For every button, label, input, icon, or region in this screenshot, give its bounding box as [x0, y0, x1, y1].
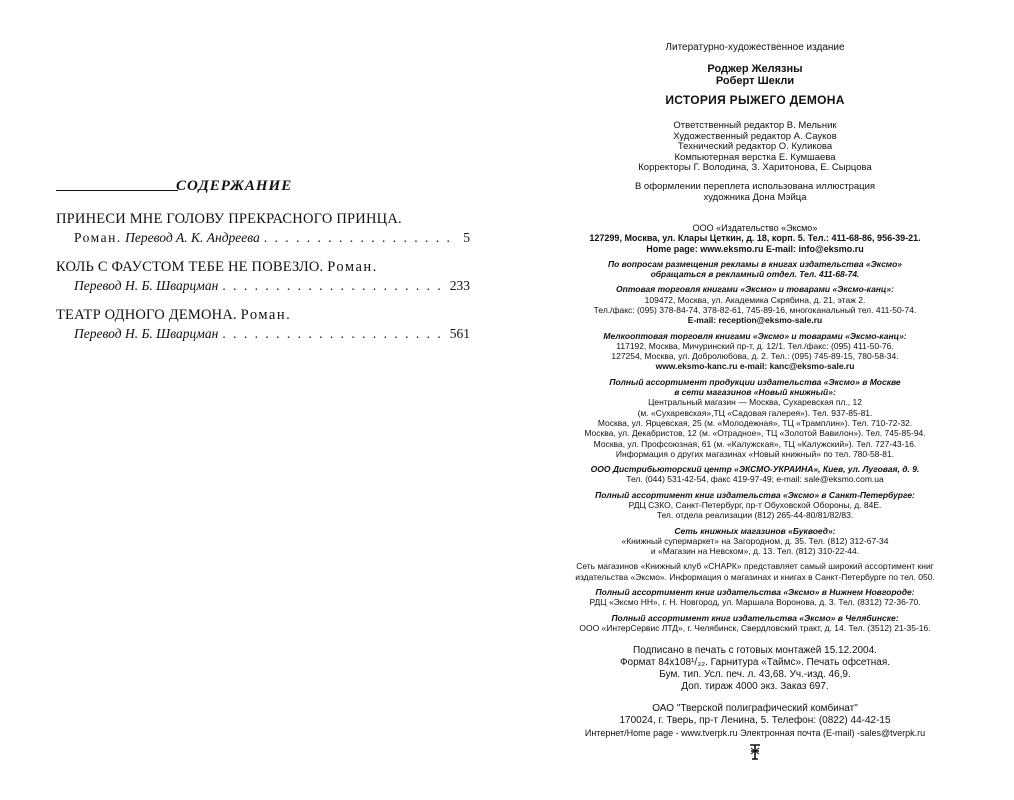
- credit-line: Корректоры Г. Володина, З. Харитонова, Е. Сырцова: [638, 162, 872, 174]
- printer-logo-glyph: [748, 743, 762, 761]
- contents-header: [56, 178, 470, 198]
- wholesale-email: E-mail: reception@eksmo-sale.ru: [687, 315, 823, 326]
- section-heading: ООО Дистрибьюторский центр «ЭКСМО-УКРАИНА», Киев, ул. Луговая, д. 9.: [590, 464, 920, 475]
- publisher-web: Home page: www.eksmo.ru E-mail: info@eksmo.ru: [646, 243, 864, 254]
- author-name: Роджер Желязны: [707, 63, 803, 75]
- publisher-block: [545, 223, 965, 254]
- contents-heading: СОДЕРЖАНИЕ: [176, 178, 293, 194]
- imprint-page: [545, 42, 965, 764]
- section-heading: Сеть книжных магазинов «Буквоед»:: [674, 525, 836, 536]
- leader-dots: [264, 230, 452, 246]
- section-heading: Полный ассортимент книг издательства «Эксмо» в Санкт-Петербурге:: [595, 489, 915, 500]
- small-wholesale-block: Мелкооптовая торговля книгами «Эксмо» и товарами «Эксмо-канц»: 117192, Москва, Мичуринский пр-т, д. 12/1. Тел./факс: (095) 411-50-76. 127254, Москва, ул. Добролюбова, д. 2. Тел.: (095) 745-89-15, 780-58-34. www.eksmo-kanc.ru e-mail: kanc@eksmo-sale.ru: [545, 331, 965, 372]
- chelyabinsk-block: Полный ассортимент книг издательства «Эксмо» в Челябинске: ООО «ИнтерСервис ЛТД», г. Челябинск, Свердловский тракт, д. 14. Тел. (3512) 21-35-16.: [545, 613, 965, 634]
- leader-dots: [222, 326, 445, 342]
- toc-entry: [56, 211, 470, 246]
- credit-line: Компьютерная верстка Е. Кумшаева: [674, 151, 836, 163]
- credit-line: Технический редактор О. Куликова: [677, 141, 833, 153]
- nizhny-novgorod-block: Полный ассортимент книг издательства «Эксмо» в Нижнем Новгороде: РДЦ «Эксмо НН», г. Н. Новгород, ул. Маршала Воронова, д. 3. Тел. (8312) 72-36-70.: [545, 587, 965, 608]
- section-heading: Полный ассортимент продукции издательства «Эксмо» в Москве: [609, 376, 901, 387]
- small-wholesale-web: www.eksmo-kanc.ru e-mail: kanc@eksmo-sale.ru: [655, 361, 855, 372]
- wholesale-block: Оптовая торговля книгами «Эксмо» и товарами «Эксмо-канц»: 109472, Москва, ул. Академика Скрябина, д. 21, этаж 2. Тел./факс: (095) 378-84-74, 378-82-61, 745-89-16, многоканальный тел. 411-50-74. E-mail: reception@eksmo-sale.ru: [545, 284, 965, 325]
- print-info: Подписано в печать с готовых монтажей 15.12.2004. Формат 84x108¹/₃₂. Гарнитура «Таймс». Печать офсетная. Бум. тип. Усл. печ. л. 43,68. Уч.-изд. 46,9. Доп. тираж 4000 экз. Заказ 697.: [619, 645, 891, 693]
- section-heading: Полный ассортимент книг издательства «Эксмо» в Нижнем Новгороде:: [595, 587, 915, 598]
- section-heading: Оптовая торговля книгами «Эксмо» и товарами «Эксмо-канц»:: [616, 284, 894, 295]
- publisher-address: 127299, Москва, ул. Клары Цеткин, д. 18, корп. 5. Тел.: 411-68-86, 956-39-21.: [589, 233, 921, 244]
- ads-block: По вопросам размещения рекламы в книгах издательства «Эксмо» обращаться в рекламный отдел. Тел. 411-68-74.: [608, 258, 902, 280]
- toc-entry: [56, 259, 470, 294]
- section-heading: Полный ассортимент книг издательства «Эксмо» в Челябинске:: [611, 612, 899, 623]
- publication-genre: Литературно-художественное издание: [665, 42, 845, 53]
- entry-genre: Роман.: [74, 230, 122, 245]
- entry-detail-line: [56, 278, 470, 294]
- entry-title: ПРИНЕСИ МНЕ ГОЛОВУ ПРЕКРАСНОГО ПРИНЦА.: [56, 211, 402, 227]
- authors: [545, 63, 965, 87]
- moscow-stores-block: Полный ассортимент продукции издательства «Эксмо» в Москве в сети магазинов «Новый книжный»: Центральный магазин — Москва, Сухаревская пл., 12 (м. «Сухаревская»,ТЦ «Садовая галерея»). Тел. 937-85-81. Москва, ул. Ярцевская, 25 (м. «Молодежная», ТЦ «Трамплин»). Тел. 710-72-32. Москва, ул. Декабристов, 12 (м. «Отрадное», ТЦ «Золотой Вавилон»). Тел. 745-85-94. Москва, ул. Профсоюзная, 61 (м. «Калужская», ТЦ «Калужский»). Тел. 727-43-16. Информация о других магазинах «Новый книжный» по тел. 780-58-81.: [545, 377, 965, 459]
- entry-genre: Роман.: [327, 259, 378, 275]
- snark-block: Сеть магазинов «Книжный клуб «СНАРК» представляет самый широкий ассортимент книг издательства «Эксмо». Информация о магазинах и книгах в Санкт-Петербурге по тел. 050.: [575, 561, 935, 582]
- entry-page: 233: [449, 278, 470, 293]
- spb-block: Полный ассортимент книг издательства «Эксмо» в Санкт-Петербурге: РДЦ СЗКО, Санкт-Петербург, пр-т Обуховской Обороны, д. 84Е. Тел. отдела реализации (812) 265-44-80/81/82/83.: [545, 490, 965, 521]
- section-heading: Мелкооптовая торговля книгами «Эксмо» и товарами «Эксмо-канц»:: [603, 330, 907, 341]
- credit-line: Художественный редактор А. Сауков: [673, 130, 837, 142]
- entry-translator: Перевод Н. Б. Шварцман: [74, 326, 219, 341]
- entry-translator: Перевод Н. Б. Шварцман: [74, 278, 219, 293]
- entry-genre: Роман.: [240, 307, 292, 323]
- printer-logo-icon: [545, 743, 965, 764]
- leader-dots: [222, 278, 445, 294]
- section-heading: в сети магазинов «Новый книжный»:: [674, 387, 836, 398]
- entry-title: КОЛЬ С ФАУСТОМ ТЕБЕ НЕ ПОВЕЗЛО. Роман.: [56, 259, 378, 275]
- entry-page: 561: [449, 326, 470, 341]
- ukraine-block: ООО Дистрибьюторский центр «ЭКСМО-УКРАИНА», Киев, ул. Луговая, д. 9. Тел. (044) 531-42-54, факс 419-97-49; e-mail: sale@eksmo.com.ua: [545, 464, 965, 485]
- entry-page: 5: [463, 230, 470, 245]
- book-title: ИСТОРИЯ РЫЖЕГО ДЕМОНА: [665, 93, 845, 107]
- credit-line: Ответственный редактор В. Мельник: [673, 120, 837, 131]
- entry-detail-line: [56, 230, 470, 246]
- entry-translator: Перевод А. К. Андреева: [125, 230, 260, 245]
- publisher-name: ООО «Издательство «Эксмо»: [692, 223, 818, 234]
- entry-detail-line: [56, 326, 470, 342]
- table-of-contents: [56, 178, 470, 342]
- author-name: Роберт Шекли: [715, 75, 795, 87]
- printer-info: ОАО "Тверской полиграфический комбинат" 170024, г. Тверь, пр-т Ленина, 5. Телефон: (0822) 44-42-15 Интернет/Home page - www.tverpk.ru Электронная почта (E-mail) -sales@tverpk.ru: [584, 703, 926, 739]
- contents-rule: [56, 190, 178, 191]
- entry-title: ТЕАТР ОДНОГО ДЕМОНА. Роман.: [56, 307, 292, 323]
- toc-entry: [56, 307, 470, 342]
- credits: [545, 121, 965, 174]
- bukvoed-block: Сеть книжных магазинов «Буквоед»: «Книжный супермаркет» на Загородном, д. 35. Тел. (812) 312-67-34 и «Магазин на Невском», д. 13. Тел. (812) 310-22-44.: [545, 526, 965, 557]
- cover-note: В оформлении переплета использована иллюстрация художника Дона Мэйца: [634, 180, 876, 203]
